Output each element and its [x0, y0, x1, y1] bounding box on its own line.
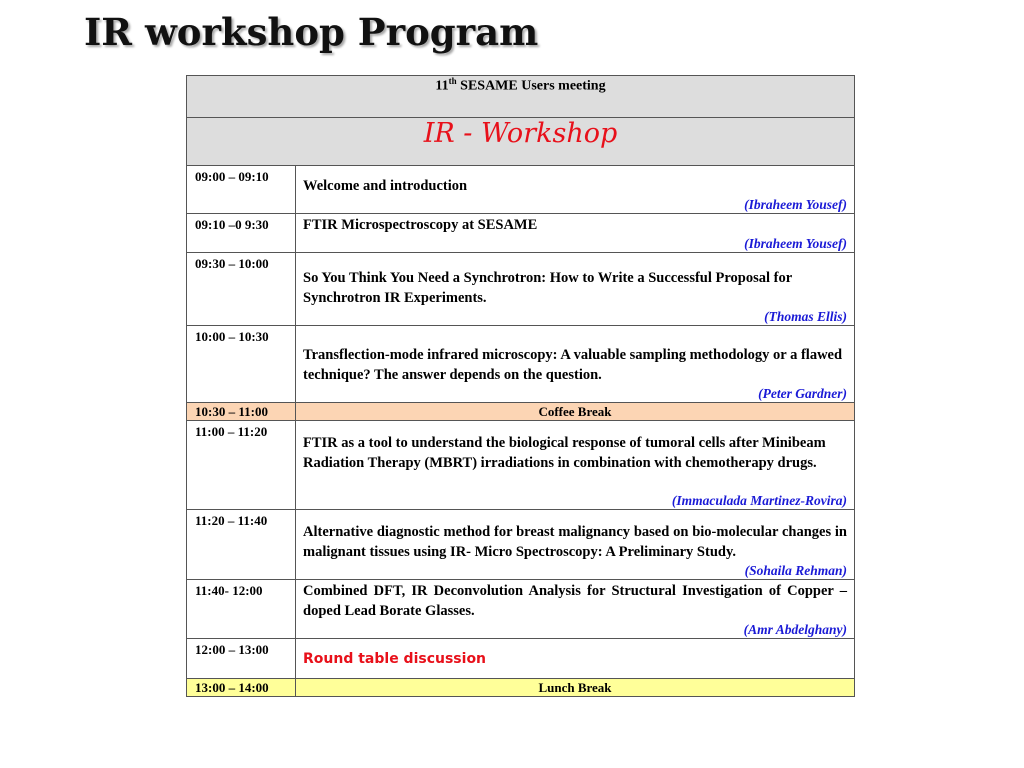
session-cell: [296, 421, 855, 510]
table-row: [187, 166, 855, 214]
speaker-name: (Amr Abdelghany): [743, 622, 847, 637]
table-row: [187, 580, 855, 639]
speaker-name: (Sohaila Rehman): [744, 563, 847, 578]
talk-title: So You Think You Need a Synchrotron: How to Write a Successful Proposal for Synchrotron IR Experiments.: [303, 270, 792, 306]
session-cell: [296, 214, 855, 253]
talk-title: FTIR Microspectroscopy at SESAME: [303, 217, 538, 233]
workshop-title: IR - Workshop: [187, 118, 855, 166]
time-slot: 10:30 – 11:00: [187, 403, 296, 421]
table-row: [187, 510, 855, 580]
round-table-label: Round table discussion: [303, 651, 487, 667]
lunch-break-row: [187, 679, 855, 697]
speaker-name: (Peter Gardner): [758, 386, 847, 401]
page-title: IR workshop Program: [84, 10, 539, 54]
talk-title: Transflection-mode infrared microscopy: A valuable sampling methodology or a flawed technique? The answer depends on the question.: [303, 347, 843, 383]
time-slot: 09:10 –0 9:30: [187, 214, 296, 253]
time-slot: 12:00 – 13:00: [187, 639, 296, 679]
meeting-header-row: [187, 76, 855, 118]
session-cell: [296, 253, 855, 326]
session-cell: [296, 510, 855, 580]
table-row: [187, 214, 855, 253]
meeting-number: 11: [435, 78, 449, 94]
talk-title: FTIR as a tool to understand the biological response of tumoral cells after Minibeam Radiation Therapy (MBRT) irradiations in combination with chemotherapy drugs.: [303, 435, 826, 471]
talk-title: Combined DFT, IR Deconvolution Analysis for Structural Investigation of Copper –doped Lead Borate Glasses.: [303, 583, 847, 619]
program-table: [186, 75, 855, 697]
session-cell: [296, 166, 855, 214]
coffee-break-row: [187, 403, 855, 421]
workshop-header-row: [187, 118, 855, 166]
speaker-name: (Immaculada Martinez-Rovira): [671, 493, 847, 508]
talk-title: Welcome and introduction: [303, 178, 468, 194]
table-row: [187, 253, 855, 326]
break-label: Lunch Break: [296, 679, 855, 697]
time-slot: 09:00 – 09:10: [187, 166, 296, 214]
time-slot: 13:00 – 14:00: [187, 679, 296, 697]
time-slot: 11:00 – 11:20: [187, 421, 296, 510]
time-slot: 09:30 – 10:00: [187, 253, 296, 326]
time-slot: 11:20 – 11:40: [187, 510, 296, 580]
session-cell: [296, 580, 855, 639]
talk-title: Alternative diagnostic method for breast malignancy based on bio-molecular changes in malignant tissues using IR- Micro Spectroscopy: A Preliminary Study.: [303, 524, 847, 560]
speaker-name: (Ibraheem Yousef): [744, 236, 847, 251]
speaker-name: (Ibraheem Yousef): [744, 197, 847, 212]
break-label: Coffee Break: [296, 403, 855, 421]
table-row: [187, 326, 855, 403]
speaker-name: (Thomas Ellis): [764, 309, 847, 324]
time-slot: 10:00 – 10:30: [187, 326, 296, 403]
time-slot: 11:40- 12:00: [187, 580, 296, 639]
session-cell: [296, 639, 855, 679]
meeting-ordinal: th: [448, 76, 457, 86]
meeting-title: [187, 76, 855, 118]
session-cell: [296, 326, 855, 403]
table-row: [187, 421, 855, 510]
table-row: [187, 639, 855, 679]
meeting-name: SESAME Users meeting: [456, 78, 606, 94]
